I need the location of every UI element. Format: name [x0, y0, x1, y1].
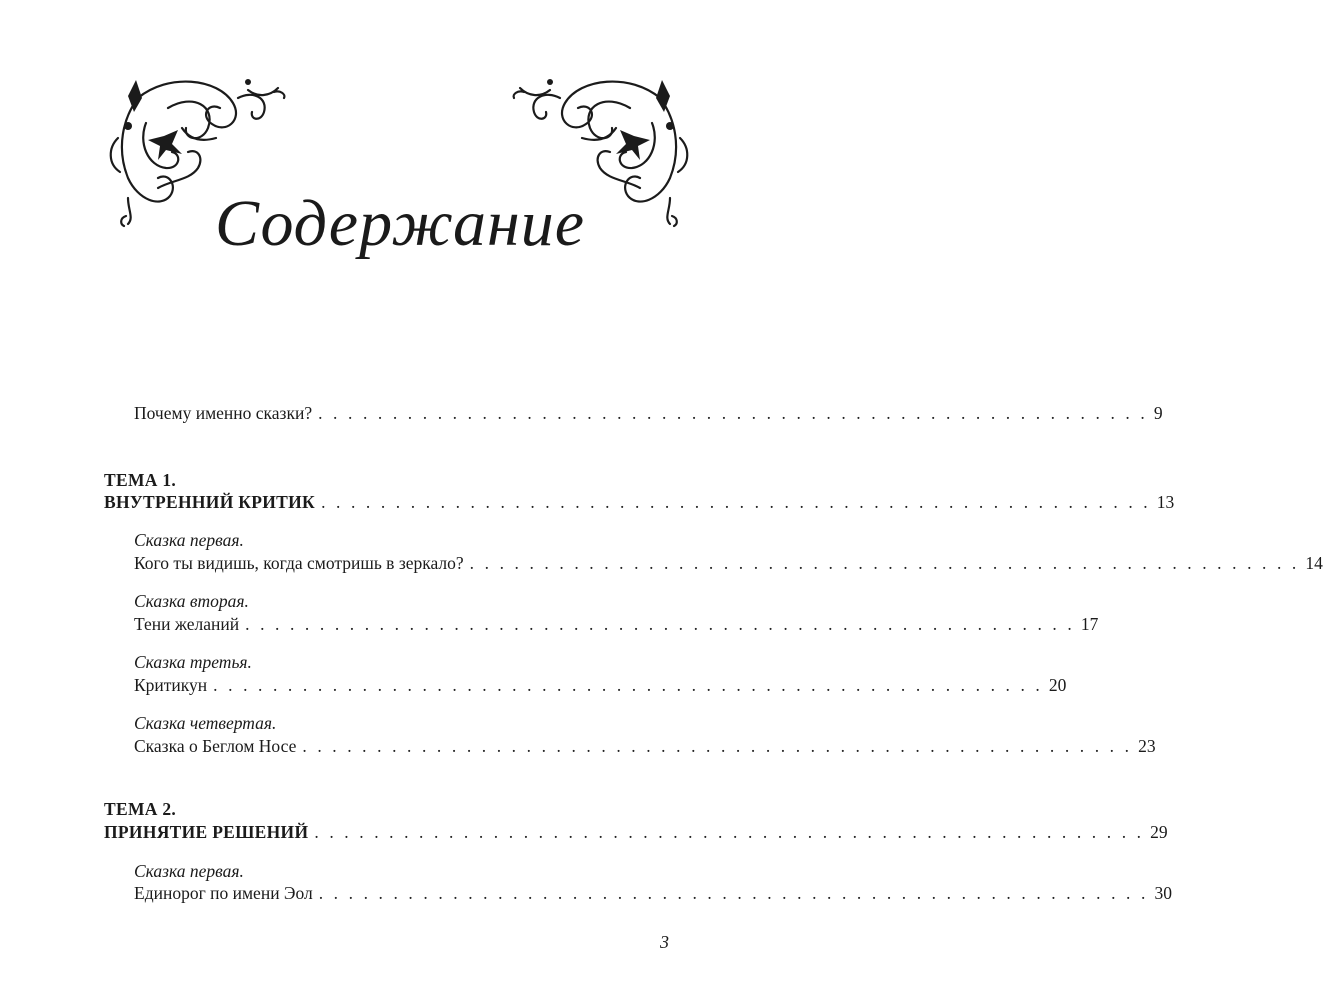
- toc-entry-title: Кого ты видишь, когда смотришь в зеркало?: [134, 553, 464, 573]
- dot-leader: . . . . . . . . . . . . . . . . . . . . . . . . . . . . . . . . . . . . . . . . . . . . . . . . . . . . . . . .: [321, 492, 1151, 512]
- theme-label: ТЕМА 1.: [104, 470, 177, 490]
- toc-entry[interactable]: [134, 674, 1067, 696]
- tale-ordinal: Сказка первая.: [134, 530, 244, 550]
- page-title: Содержание: [214, 187, 585, 260]
- toc-entry[interactable]: [134, 735, 1156, 757]
- dot-leader: . . . . . . . . . . . . . . . . . . . . . . . . . . . . . . . . . . . . . . . . . . . . . . . . . . . . . . . .: [213, 675, 1043, 695]
- dot-leader: . . . . . . . . . . . . . . . . . . . . . . . . . . . . . . . . . . . . . . . . . . . . . . . . . . . . . . . .: [469, 553, 1300, 573]
- tale-ordinal: Сказка первая.: [134, 861, 244, 881]
- dot-leader: . . . . . . . . . . . . . . . . . . . . . . . . . . . . . . . . . . . . . . . . . . . . . . . . . . . . . . . .: [302, 736, 1133, 756]
- toc-entry[interactable]: [134, 552, 1323, 574]
- toc-entry-title: Критикун: [134, 675, 208, 695]
- toc-entry-page: 17: [1080, 614, 1099, 634]
- toc-entry-title: Почему именно сказки?: [134, 403, 313, 423]
- toc-entry-page: 9: [1153, 403, 1163, 423]
- toc-theme-heading: ПРИНЯТИЕ РЕШЕНИЙ: [104, 822, 309, 842]
- tale-ordinal: Сказка четвертая.: [134, 713, 277, 733]
- toc-entry[interactable]: [134, 613, 1099, 635]
- toc-entry-page: 14: [1305, 553, 1323, 573]
- dot-leader: . . . . . . . . . . . . . . . . . . . . . . . . . . . . . . . . . . . . . . . . . . . . . . . . . . . . . . . .: [318, 403, 1148, 423]
- toc-theme-heading: ВНУТРЕННИЙ КРИТИК: [104, 492, 316, 512]
- toc-entry-title: Тени желаний: [134, 614, 240, 634]
- theme-label: ТЕМА 2.: [104, 799, 177, 819]
- toc-entry-page: 20: [1048, 675, 1067, 695]
- toc-entry-intro[interactable]: [134, 402, 1163, 424]
- toc-entry-page: 23: [1138, 736, 1156, 756]
- toc-theme-entry[interactable]: [104, 491, 1175, 513]
- toc-entry[interactable]: [134, 882, 1172, 904]
- tale-ordinal: Сказка третья.: [134, 652, 252, 672]
- dot-leader: . . . . . . . . . . . . . . . . . . . . . . . . . . . . . . . . . . . . . . . . . . . . . . . . . . . . . . . .: [318, 883, 1149, 903]
- dot-leader: . . . . . . . . . . . . . . . . . . . . . . . . . . . . . . . . . . . . . . . . . . . . . . . . . . . . . . . .: [314, 822, 1145, 842]
- dot-leader: . . . . . . . . . . . . . . . . . . . . . . . . . . . . . . . . . . . . . . . . . . . . . . . . . . . . . . . .: [245, 614, 1075, 634]
- page-number: 3: [660, 932, 669, 952]
- tale-ordinal: Сказка вторая.: [134, 591, 249, 611]
- toc-entry-page: 29: [1150, 822, 1168, 842]
- toc-entry-page: 13: [1156, 492, 1175, 512]
- toc-theme-entry[interactable]: [104, 821, 1168, 843]
- toc-entry-page: 30: [1154, 883, 1172, 903]
- toc-entry-title: Сказка о Беглом Носе: [134, 736, 297, 756]
- toc-entry-title: Единорог по имени Эол: [134, 883, 313, 903]
